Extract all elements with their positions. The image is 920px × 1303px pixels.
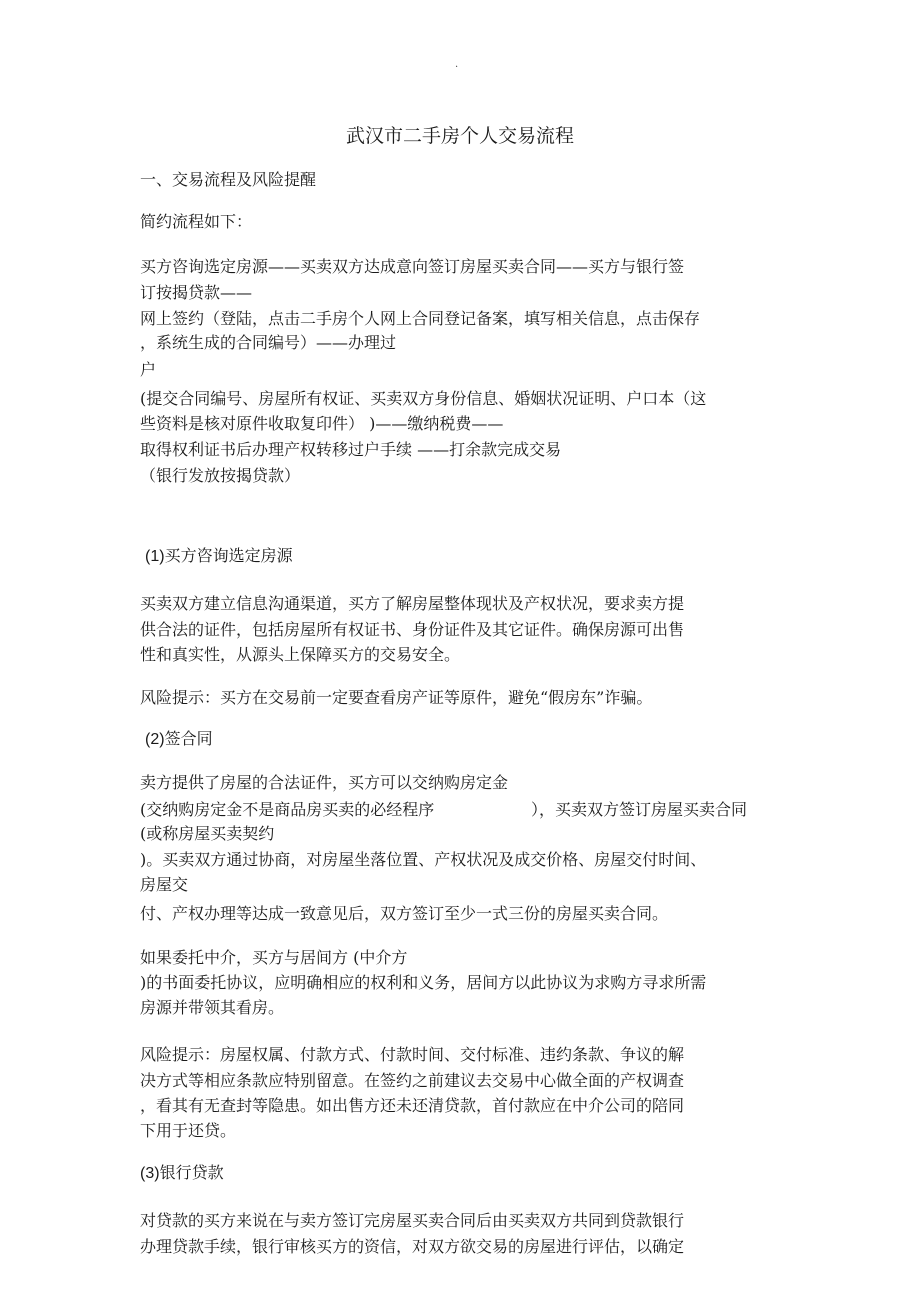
step-number: (1) — [145, 548, 165, 565]
paragraph-line: (或称房屋买卖契约 — [140, 824, 275, 843]
flow-line: 网上签约（登陆，点击二手房个人网上合同登记备案，填写相关信息，点击保存 — [140, 309, 701, 328]
step1-heading — [145, 546, 293, 567]
paragraph-line: 供合法的证件，包括房屋所有权证书、身份证件及其它证件。确保房源可出售 — [140, 620, 685, 639]
paragraph-line: 性和真实性，从源头上保障买方的交易安全。 — [140, 645, 461, 664]
paragraph-line: 办理贷款手续，银行审核买方的资信，对双方欲交易的房屋进行评估，以确定 — [140, 1237, 685, 1256]
top-mark: . — [455, 59, 459, 70]
paragraph-line: )。买卖双方通过协商，对房屋坐落位置、产权状况及成交价格、房屋交付时间、 — [140, 850, 707, 869]
simple-flow-label: 简约流程如下： — [140, 212, 253, 231]
step3-heading — [140, 1163, 224, 1184]
risk-note: 风险提示：买方在交易前一定要查看房产证等原件，避免“假房东”诈骗。 — [140, 688, 653, 707]
step-title: 签合同 — [164, 729, 213, 748]
paragraph-line: 买卖双方建立信息沟通渠道，买方了解房屋整体现状及产权状况，要求卖方提 — [140, 594, 685, 613]
flow-line: 户 — [140, 360, 157, 379]
risk-note: 决方式等相应条款应特别留意。在签约之前建议去交易中心做全面的产权调查 — [140, 1071, 685, 1090]
paragraph-line: 付、产权办理等达成一致意见后，双方签订至少一式三份的房屋买卖合同。 — [140, 904, 669, 923]
step-number: (3) — [140, 1165, 160, 1182]
flow-line: 订按揭贷款—— — [140, 283, 253, 302]
paragraph-line: 卖方提供了房屋的合法证件，买方可以交纳购房定金 — [140, 773, 509, 792]
risk-note: 风险提示：房屋权属、付款方式、付款时间、交付标准、违约条款、争议的解 — [140, 1045, 685, 1064]
flow-line: 些资料是核对原件收取复印件） )——缴纳税费—— — [140, 414, 504, 433]
paragraph-line: 房源并带领其看房。 — [140, 998, 285, 1017]
risk-note: ，看其有无查封等隐患。如出售方还未还清贷款，首付款应在中介公司的陪同 — [140, 1096, 685, 1115]
paragraph-line: (交纳购房定金不是商品房买卖的必经程序 — [140, 800, 435, 819]
paragraph-line: 对贷款的买方来说在与卖方签订完房屋买卖合同后由买卖双方共同到贷款银行 — [140, 1211, 685, 1230]
section-heading: 一、交易流程及风险提醒 — [140, 170, 317, 189]
paragraph-line: 如果委托中介，买方与居间方 (中介方 — [140, 948, 408, 967]
step-number: (2) — [145, 731, 165, 748]
page-title: 武汉市二手房个人交易流程 — [345, 125, 574, 147]
paragraph-line: 房屋交 — [140, 875, 189, 894]
paragraph-line: ），买卖双方签订房屋买卖合同 — [531, 800, 748, 819]
flow-line: ，系统生成的合同编号）——办理过 — [140, 333, 397, 352]
flow-line: 买方咨询选定房源——买卖双方达成意向签订房屋买卖合同——买方与银行签 — [140, 257, 685, 276]
flow-line: 取得权利证书后办理产权转移过户手续 ——打余款完成交易 — [140, 440, 562, 459]
risk-note: 下用于还贷。 — [140, 1121, 237, 1140]
flow-line: （银行发放按揭贷款） — [140, 466, 301, 485]
step-title: 银行贷款 — [159, 1163, 224, 1182]
step-title: 买方咨询选定房源 — [164, 546, 293, 565]
step2-heading — [145, 729, 213, 750]
paragraph-line: )的书面委托协议，应明确相应的权利和义务，居间方以此协议为求购方寻求所需 — [140, 973, 707, 992]
flow-line: (提交合同编号、房屋所有权证、买卖双方身份信息、婚姻状况证明、户口本（这 — [140, 389, 707, 408]
